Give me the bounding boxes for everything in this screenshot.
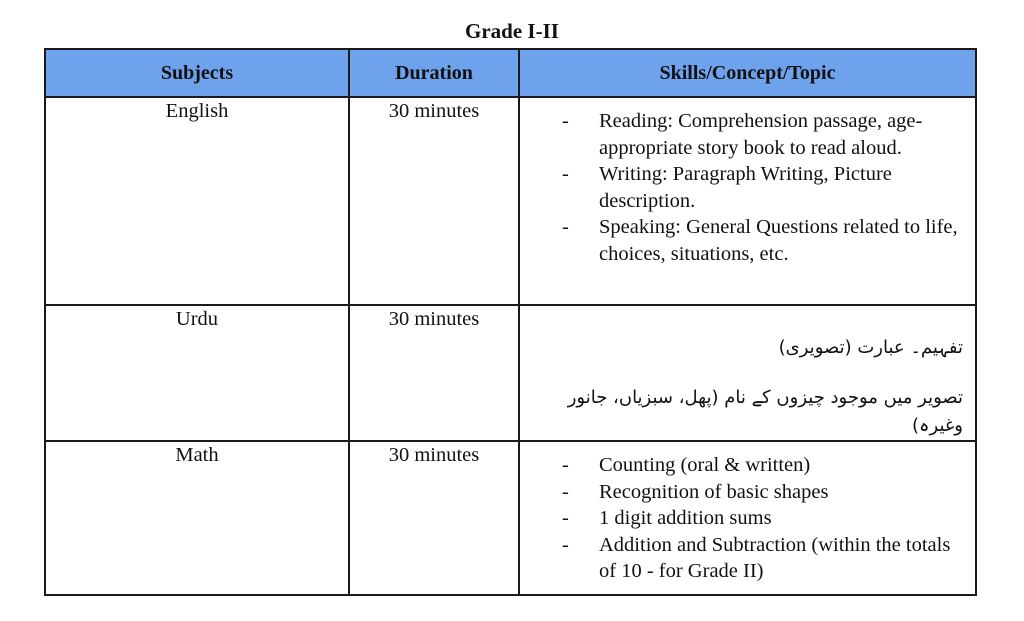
table-row-math — [45, 441, 976, 595]
skill-text: Addition and Subtraction (within the totals of 10 - for Grade II) — [599, 533, 951, 582]
skill-item — [562, 161, 967, 214]
urdu-skill-line: تصویر میں موجود چیزوں کے نام (پھل، سبزیاں، جانور وغیرہ) — [567, 387, 963, 436]
skill-item — [562, 108, 967, 161]
table-row-english — [45, 97, 976, 305]
bullet-dash: - — [562, 163, 569, 185]
header-duration: Duration — [349, 49, 519, 97]
bullet-dash: - — [562, 480, 569, 503]
duration-cell: 30 minutes — [349, 441, 519, 595]
duration-cell: 30 minutes — [349, 97, 519, 305]
subject-cell: Math — [45, 441, 349, 595]
urdu-skill-line: تفہیم۔ عبارت (تصویری) — [778, 337, 963, 358]
table-row-urdu — [45, 305, 976, 441]
skill-text: 1 digit addition sums — [599, 507, 772, 529]
urdu-skills-block — [520, 306, 975, 440]
subject-cell: Urdu — [45, 305, 349, 441]
header-skills: Skills/Concept/Topic — [519, 49, 976, 97]
skills-cell — [519, 441, 976, 595]
grade-schedule-table — [44, 48, 977, 596]
bullet-dash: - — [562, 216, 569, 238]
skills-cell — [519, 97, 976, 305]
bullet-dash: - — [562, 533, 569, 556]
bullet-dash: - — [562, 110, 569, 132]
page-title: Grade I-II — [465, 19, 559, 43]
skills-cell — [519, 305, 976, 441]
skills-list — [520, 442, 975, 585]
bullet-dash: - — [562, 454, 569, 476]
skill-item — [562, 452, 967, 479]
skill-item — [562, 479, 967, 506]
table-header-row — [45, 49, 976, 97]
skill-text: Counting (oral & written) — [599, 454, 811, 476]
skill-item — [562, 505, 967, 532]
skill-item — [562, 532, 967, 585]
skills-list — [520, 98, 975, 267]
skill-text: Reading: Comprehension passage, age-appropriate story book to read aloud. — [599, 110, 923, 159]
bullet-dash: - — [562, 507, 569, 529]
skill-item — [562, 214, 967, 267]
skill-text: Writing: Paragraph Writing, Picture description. — [599, 163, 892, 212]
header-subjects: Subjects — [45, 49, 349, 97]
skill-text: Recognition of basic shapes — [599, 480, 829, 503]
skill-text: Speaking: General Questions related to life, choices, situations, etc. — [599, 216, 958, 265]
subject-cell: English — [45, 97, 349, 305]
duration-cell: 30 minutes — [349, 305, 519, 441]
